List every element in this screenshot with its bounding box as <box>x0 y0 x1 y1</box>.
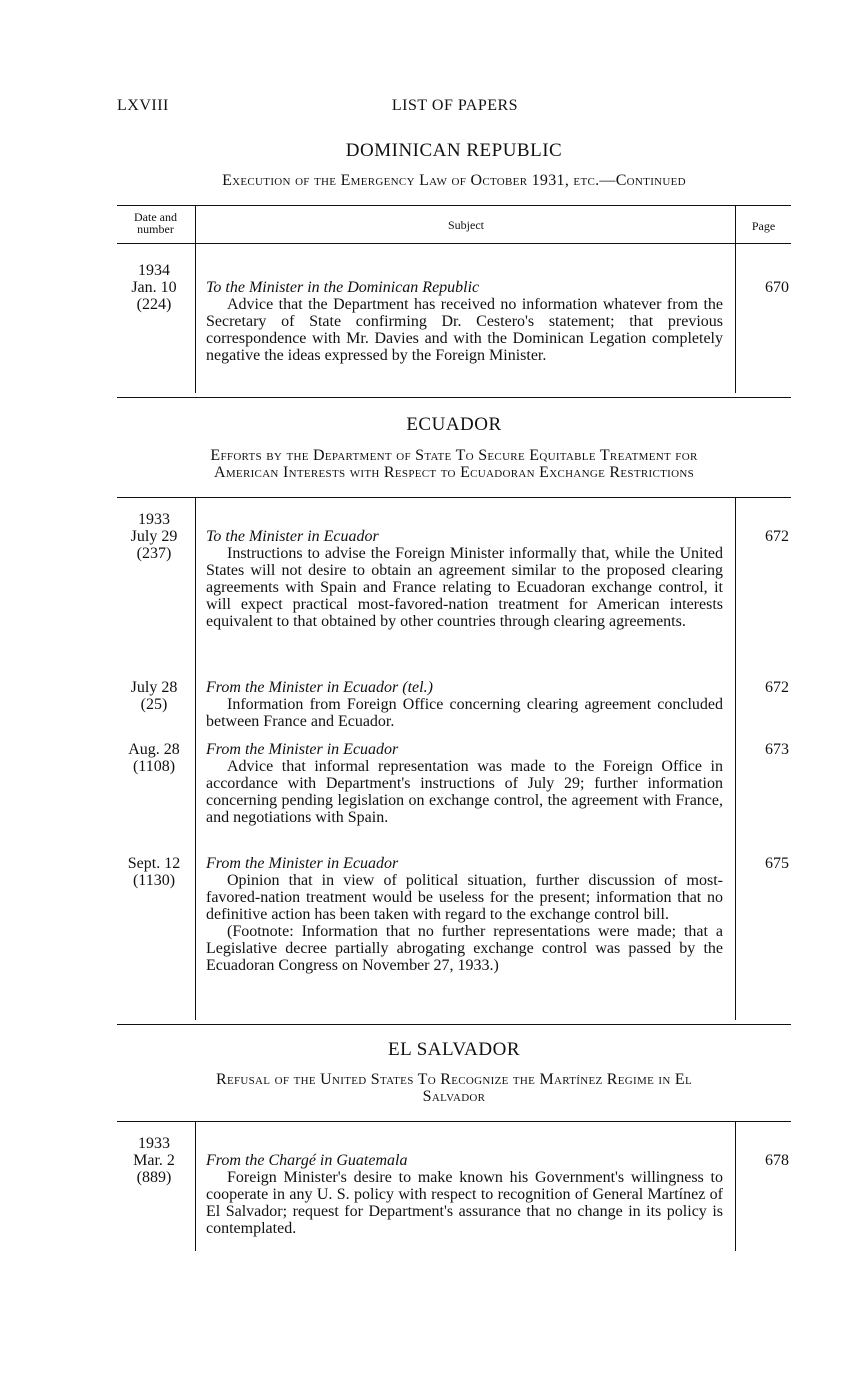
entry-summary: Advice that the Department has received no information whatever from the Secretary of State confirming Dr. Cestero's statement; that previous correspondence with Mr. Davies and with the Dominican Legation completely negative the ideas expressed by the Foreign Minister. <box>206 296 723 364</box>
entry-number: (224) <box>136 296 172 313</box>
entry-addressee: From the Minister in Ecuador <box>206 855 399 872</box>
entry-summary: Foreign Minister's desire to make known his Government's willingness to cooperate in any U. S. policy with respect to recognition of General Martínez of El Salvador; request for Department's assurance that no change in its policy is contemplated. <box>206 1169 723 1237</box>
column-divider-right <box>735 497 736 1020</box>
entry-date: Aug. 28 <box>128 741 180 758</box>
entry-page: 670 <box>765 279 789 296</box>
entry-subject <box>206 528 723 630</box>
entry-year: 1934 <box>138 262 170 279</box>
entry-year: 1933 <box>138 1135 170 1152</box>
entry-date: Jan. 10 <box>131 279 177 296</box>
entry-subject <box>206 679 723 730</box>
entry-number: (889) <box>136 1169 172 1186</box>
column-divider-right <box>735 1121 736 1251</box>
entry-number: (237) <box>136 545 172 562</box>
page-number: LXVIII <box>117 97 169 114</box>
column-header-rule <box>117 243 791 244</box>
table-top-rule <box>117 1121 791 1122</box>
section-heading-ecuador-line2: American Interests with Respect to Ecuadoran Exchange Restrictions <box>214 464 694 481</box>
entry-page: 672 <box>765 679 789 696</box>
table-top-rule <box>117 205 791 206</box>
entry-addressee: From the Chargé in Guatemala <box>206 1152 408 1169</box>
column-divider-right <box>735 205 736 393</box>
column-divider-left <box>195 1121 196 1251</box>
entry-subject <box>206 855 723 974</box>
entry-footnote: (Footnote: Information that no further representations were made; that a Legislative decree partially abrogating exchange control was passed by the Ecuadoran Congress on November 27, 1933.) <box>206 923 723 974</box>
entry-number: (1108) <box>132 758 176 775</box>
entry-page: 673 <box>765 741 789 758</box>
country-heading-dominican: DOMINICAN REPUBLIC <box>345 140 563 161</box>
entry-year: 1933 <box>138 511 170 528</box>
section-heading-salvador-line2: Salvador <box>422 1088 486 1105</box>
entry-date: July 29 <box>130 528 178 545</box>
column-header-subject: Subject <box>448 218 484 232</box>
entry-addressee: To the Minister in the Dominican Republic <box>206 279 480 296</box>
entry-date: Mar. 2 <box>133 1152 175 1169</box>
section-heading-salvador-line1: Refusal of the United States To Recognize the Martínez Regime in El <box>215 1071 693 1088</box>
entry-addressee: From the Minister in Ecuador <box>206 741 399 758</box>
entry-page: 672 <box>765 528 789 545</box>
entry-telegram-mark: (tel.) <box>402 679 433 696</box>
section-heading-ecuador-line1: Efforts by the Department of State To Secure Equitable Treatment for <box>210 447 698 464</box>
running-title: LIST OF PAPERS <box>391 97 519 114</box>
table-top-rule <box>117 497 791 498</box>
column-header-page: Page <box>751 219 776 233</box>
entry-addressee: From the Minister in Ecuador <box>206 679 399 696</box>
table-bottom-rule <box>117 397 791 398</box>
column-divider-left <box>195 205 196 393</box>
entry-subject <box>206 279 723 364</box>
column-header-date: Date and number <box>134 210 177 236</box>
table-bottom-rule <box>117 1024 791 1025</box>
entry-summary: Information from Foreign Office concerning clearing agreement concluded between France and Ecuador. <box>206 696 723 730</box>
entry-number: (25) <box>140 696 168 713</box>
column-divider-left <box>195 497 196 1020</box>
entry-addressee: To the Minister in Ecuador <box>206 528 379 545</box>
entry-summary: Instructions to advise the Foreign Minister informally that, while the United States will not desire to obtain an agreement similar to the proposed clearing agreements with Spain and France relating to Ecuadoran exchange control, it will expect practical most-favored-nation treatment for American interests equivalent to that obtained by other countries through clearing agreements. <box>206 545 723 630</box>
section-heading-dominican: Execution of the Emergency Law of October 1931, etc.—Continued <box>222 172 686 189</box>
entry-page: 678 <box>765 1152 789 1169</box>
country-heading-ecuador: ECUADOR <box>406 414 502 435</box>
entry-page: 675 <box>765 855 789 872</box>
country-heading-el-salvador: EL SALVADOR <box>387 1039 520 1060</box>
entry-summary: Opinion that in view of political situation, further discussion of most-favored-nation treatment would be useless for the present; information that no definitive action has been taken with regard to the exchange control bill. <box>206 872 723 923</box>
entry-date: Sept. 12 <box>127 855 181 872</box>
entry-date: July 28 <box>130 679 178 696</box>
entry-summary: Advice that informal representation was made to the Foreign Office in accordance with Department's instructions of July 29; further information concerning pending legislation on exchange control, the agreement with France, and negotiations with Spain. <box>206 758 723 826</box>
entry-subject <box>206 1152 723 1237</box>
entry-number: (1130) <box>132 872 176 889</box>
entry-subject <box>206 741 723 826</box>
